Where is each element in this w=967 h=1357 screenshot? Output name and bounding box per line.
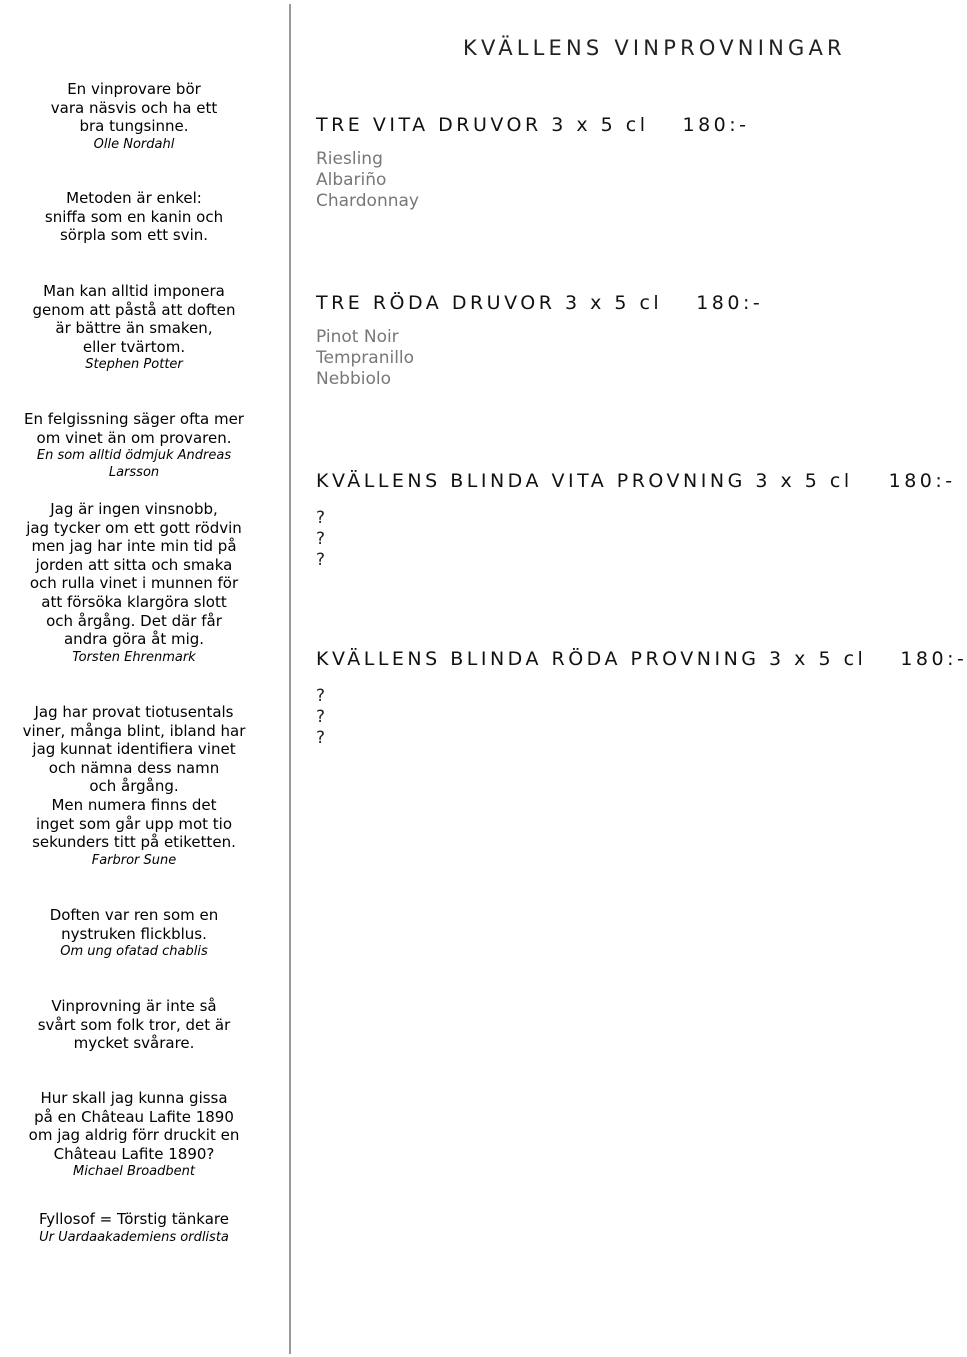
list-item: Nebbiolo <box>316 369 392 389</box>
section-red-grapes <box>316 290 763 390</box>
section-heading <box>316 290 763 317</box>
list-item: ? <box>316 707 326 727</box>
quote-farbror-sune <box>10 703 258 869</box>
quote-andreas-larsson <box>10 410 258 481</box>
list-item: Tempranillo <box>316 348 415 368</box>
list-item: ? <box>316 686 326 706</box>
section-heading <box>316 112 750 139</box>
section-price: 180:- <box>682 114 750 136</box>
list-item: Pinot Noir <box>316 327 399 347</box>
grape-list <box>316 327 763 390</box>
list-item: ? <box>316 550 326 570</box>
section-heading-text: TRE VITA DRUVOR 3 x 5 cl <box>316 114 649 136</box>
section-heading <box>316 646 967 673</box>
quote-text: Vinprovning är inte så svårt som folk tror, det är mycket svårare. <box>37 997 231 1053</box>
quote-torsten-ehrenmark <box>10 500 258 666</box>
section-heading-text: KVÄLLENS BLINDA RÖDA PROVNING 3 x 5 cl <box>316 648 867 670</box>
page-title: KVÄLLENS VINPROVNINGAR <box>463 36 846 60</box>
section-heading-text: KVÄLLENS BLINDA VITA PROVNING 3 x 5 cl <box>316 470 853 492</box>
grape-list <box>316 149 750 212</box>
quote-text: En felgissning säger ofta mer om vinet än om provaren. <box>24 410 244 447</box>
quote-author: En som alltid ödmjuk Andreas Larsson <box>36 448 232 481</box>
section-price: 180:- <box>888 470 956 492</box>
quote-vinprovning <box>10 997 258 1053</box>
quote-chablis <box>10 906 258 960</box>
list-item: Albariño <box>316 170 387 190</box>
section-blind-red <box>316 646 967 749</box>
quote-author: Ur Uardaakademiens ordlista <box>39 1229 229 1245</box>
list-item: ? <box>316 529 326 549</box>
section-blind-white <box>316 468 956 571</box>
quote-text: Fyllosof = Törstig tänkare <box>39 1210 229 1228</box>
quote-author: Stephen Potter <box>85 357 183 373</box>
quote-michael-broadbent <box>10 1089 258 1180</box>
quote-text: Hur skall jag kunna gissa på en Château Lafite 1890 om jag aldrig förr druckit en Château Lafite 1890? <box>28 1089 240 1163</box>
list-item: ? <box>316 728 326 748</box>
quote-stephen-potter <box>10 282 258 373</box>
quote-text: Jag har provat tiotusentals viner, många blint, ibland har jag kunnat identifiera vinet och nämna dess namn och årgång. Men numera finns det inget som går upp mot tio sekunders titt på etiketten. <box>22 703 246 852</box>
quote-text: Jag är ingen vinsnobb, jag tycker om ett gott rödvin men jag har inte min tid på jorden att sitta och smaka och rulla vinet i munnen för att försöka klargöra slott och årgång. Det där får andra göra åt mig. <box>26 500 242 649</box>
column-divider <box>289 4 291 1354</box>
section-heading-text: TRE RÖDA DRUVOR 3 x 5 cl <box>316 292 663 314</box>
mystery-list <box>316 508 956 571</box>
quote-author: Torsten Ehrenmark <box>72 649 196 665</box>
list-item: Riesling <box>316 149 383 169</box>
list-item: ? <box>316 508 326 528</box>
quote-fyllosof <box>10 1210 258 1246</box>
quote-author: Farbror Sune <box>91 852 177 868</box>
quote-author: Michael Broadbent <box>73 1164 195 1180</box>
list-item: Chardonnay <box>316 191 419 211</box>
section-heading <box>316 468 956 495</box>
quote-text: En vinprovare bör vara näsvis och ha ett bra tungsinne. <box>50 80 218 136</box>
section-price: 180:- <box>900 648 967 670</box>
quote-author: Olle Nordahl <box>93 136 175 152</box>
mystery-list <box>316 686 967 749</box>
section-white-grapes <box>316 112 750 212</box>
quote-text: Metoden är enkel: sniffa som en kanin och sörpla som ett svin. <box>44 189 224 245</box>
section-price: 180:- <box>696 292 764 314</box>
quote-olle-nordahl <box>10 80 258 153</box>
quote-text: Man kan alltid imponera genom att påstå att doften är bättre än smaken, eller tvärtom. <box>32 282 236 356</box>
quote-metoden <box>10 189 258 245</box>
quote-author: Om ung ofatad chablis <box>60 944 208 960</box>
quote-text: Doften var ren som en nystruken flickblus. <box>49 906 219 943</box>
